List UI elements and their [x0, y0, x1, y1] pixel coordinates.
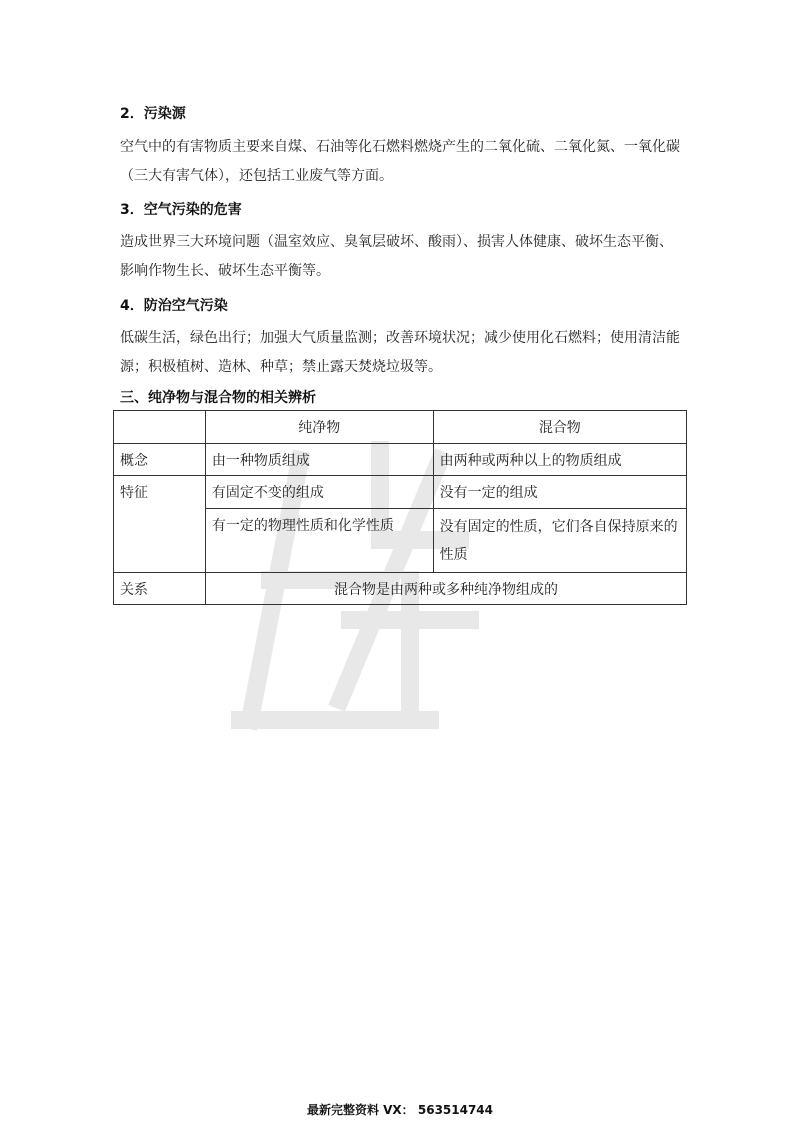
paragraph-line: 造成世界三大环境问题（温室效应、臭氧层破坏、酸雨）、损害人体健康、破坏生态平衡、 [120, 234, 673, 250]
table-cell: 由一种物质组成 [205, 444, 433, 476]
section-heading-prevention: 4．防治空气污染 [120, 298, 228, 314]
comparison-table [113, 410, 687, 605]
paragraph-line: 影响作物生长、破坏生态平衡等。 [120, 263, 330, 279]
table-header-mixture: 混合物 [433, 411, 686, 444]
paragraph-line: 空气中的有害物质主要来自煤、石油等化石燃料燃烧产生的二氧化硫、二氧化氮、一氧化碳 [120, 139, 680, 155]
paragraph-line: 源；积极植树、造林、种草；禁止露天焚烧垃圾等。 [120, 359, 442, 375]
table-cell: 由两种或两种以上的物质组成 [433, 444, 686, 476]
table-row [114, 573, 687, 605]
table-cell: 没有一定的组成 [433, 476, 686, 509]
table-row [114, 444, 687, 476]
row-label-concept: 概念 [114, 444, 206, 476]
table-cell-relation: 混合物是由两种或多种纯净物组成的 [205, 573, 686, 605]
table-cell: 有一定的物理性质和化学性质 [205, 509, 433, 573]
table-header-pure: 纯净物 [205, 411, 433, 444]
paragraph-prevention [120, 324, 690, 382]
paragraph-line: （三大有害气体），还包括工业废气等方面。 [120, 168, 393, 184]
section-heading-pollution-source: 2．污染源 [120, 106, 186, 122]
table-cell: 有固定不变的组成 [205, 476, 433, 509]
row-label-relation: 关系 [114, 573, 206, 605]
paragraph-pollution-source [120, 133, 690, 191]
table-cell [433, 509, 686, 573]
table-row [114, 476, 687, 509]
cell-line: 没有固定的性质，它们各自保持原来的 [439, 519, 678, 535]
cell-line: 性质 [439, 547, 468, 563]
paragraph-line: 低碳生活，绿色出行；加强大气质量监测；改善环境状况；减少使用化石燃料；使用清洁能 [120, 330, 680, 346]
table-header-row [114, 411, 687, 444]
table-cell [114, 411, 206, 444]
footer-contact: 最新完整资料 VX： 563514744 [306, 1103, 494, 1117]
row-label-feature: 特征 [114, 476, 206, 573]
section-heading-pure-vs-mixture: 三、纯净物与混合物的相关辨析 [120, 390, 316, 406]
section-heading-pollution-harm: 3．空气污染的危害 [120, 202, 242, 218]
paragraph-pollution-harm [120, 228, 690, 286]
